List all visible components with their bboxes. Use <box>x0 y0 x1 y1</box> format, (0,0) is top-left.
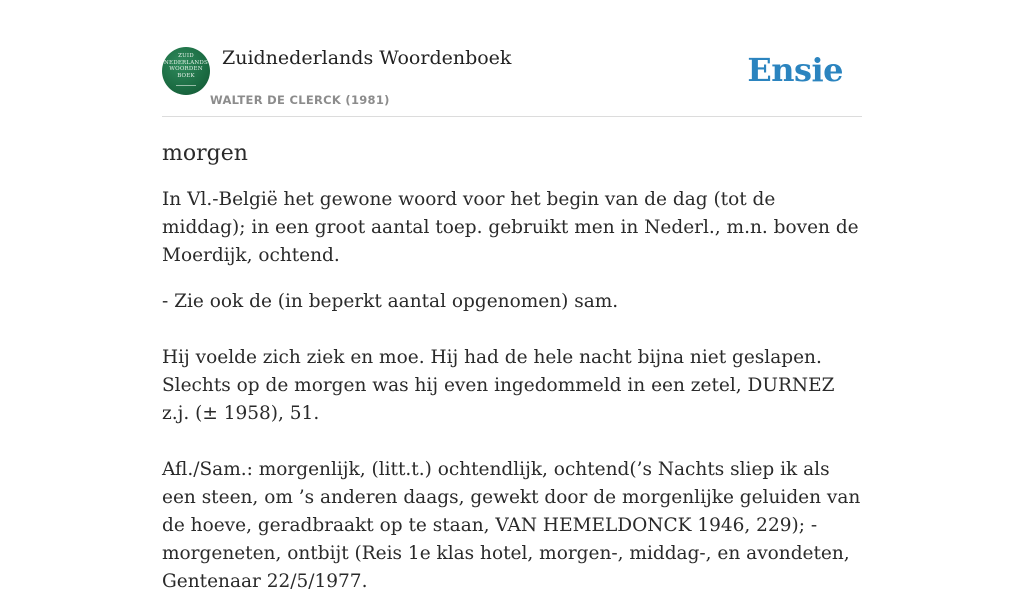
entry-content <box>162 138 862 596</box>
logo-text: ZUID NEDERLANDS WOORDEN BOEK <box>163 53 208 79</box>
entry-see-also: - Zie ook de (in beperkt aantal opgenomen) sam. <box>162 291 619 312</box>
entry-definition: In Vl.-België het gewone woord voor het begin van de dag (tot de middag); in een groot aantal toep. gebruikt men in Nederl., m.n. boven de Moerdijk, ochtend. <box>162 189 859 266</box>
logo-rule <box>176 85 196 86</box>
dictionary-logo[interactable] <box>162 47 210 95</box>
dictionary-author: WALTER DE CLERCK (1981) <box>210 93 390 107</box>
dictionary-header <box>162 46 862 117</box>
entry-headword: morgen <box>162 141 248 166</box>
entry-example: Hij voelde zich ziek en moe. Hij had de hele nacht bijna niet geslapen. Slechts op de morgen was hij even ingedommeld in een zetel, DURNEZ z.j. (± 1958), 51. <box>162 347 835 424</box>
ensie-brand-logo[interactable]: Ensie <box>747 51 843 89</box>
entry-derivations: Afl./Sam.: morgenlijk, (litt.t.) ochtendlijk, ochtend(’s Nachts sliep ik als een steen, om ’s anderen daags, gewekt door de morgenlijke geluiden van de hoeve, geradbraakt op te staan, VAN HEMELDONCK 1946, 229); - morgeneten, ontbijt (Reis 1e klas hotel, morgen-, middag-, en avondeten, Gentenaar 22/5/1977. <box>162 459 861 592</box>
dictionary-title[interactable]: Zuidnederlands Woordenboek <box>222 47 512 69</box>
